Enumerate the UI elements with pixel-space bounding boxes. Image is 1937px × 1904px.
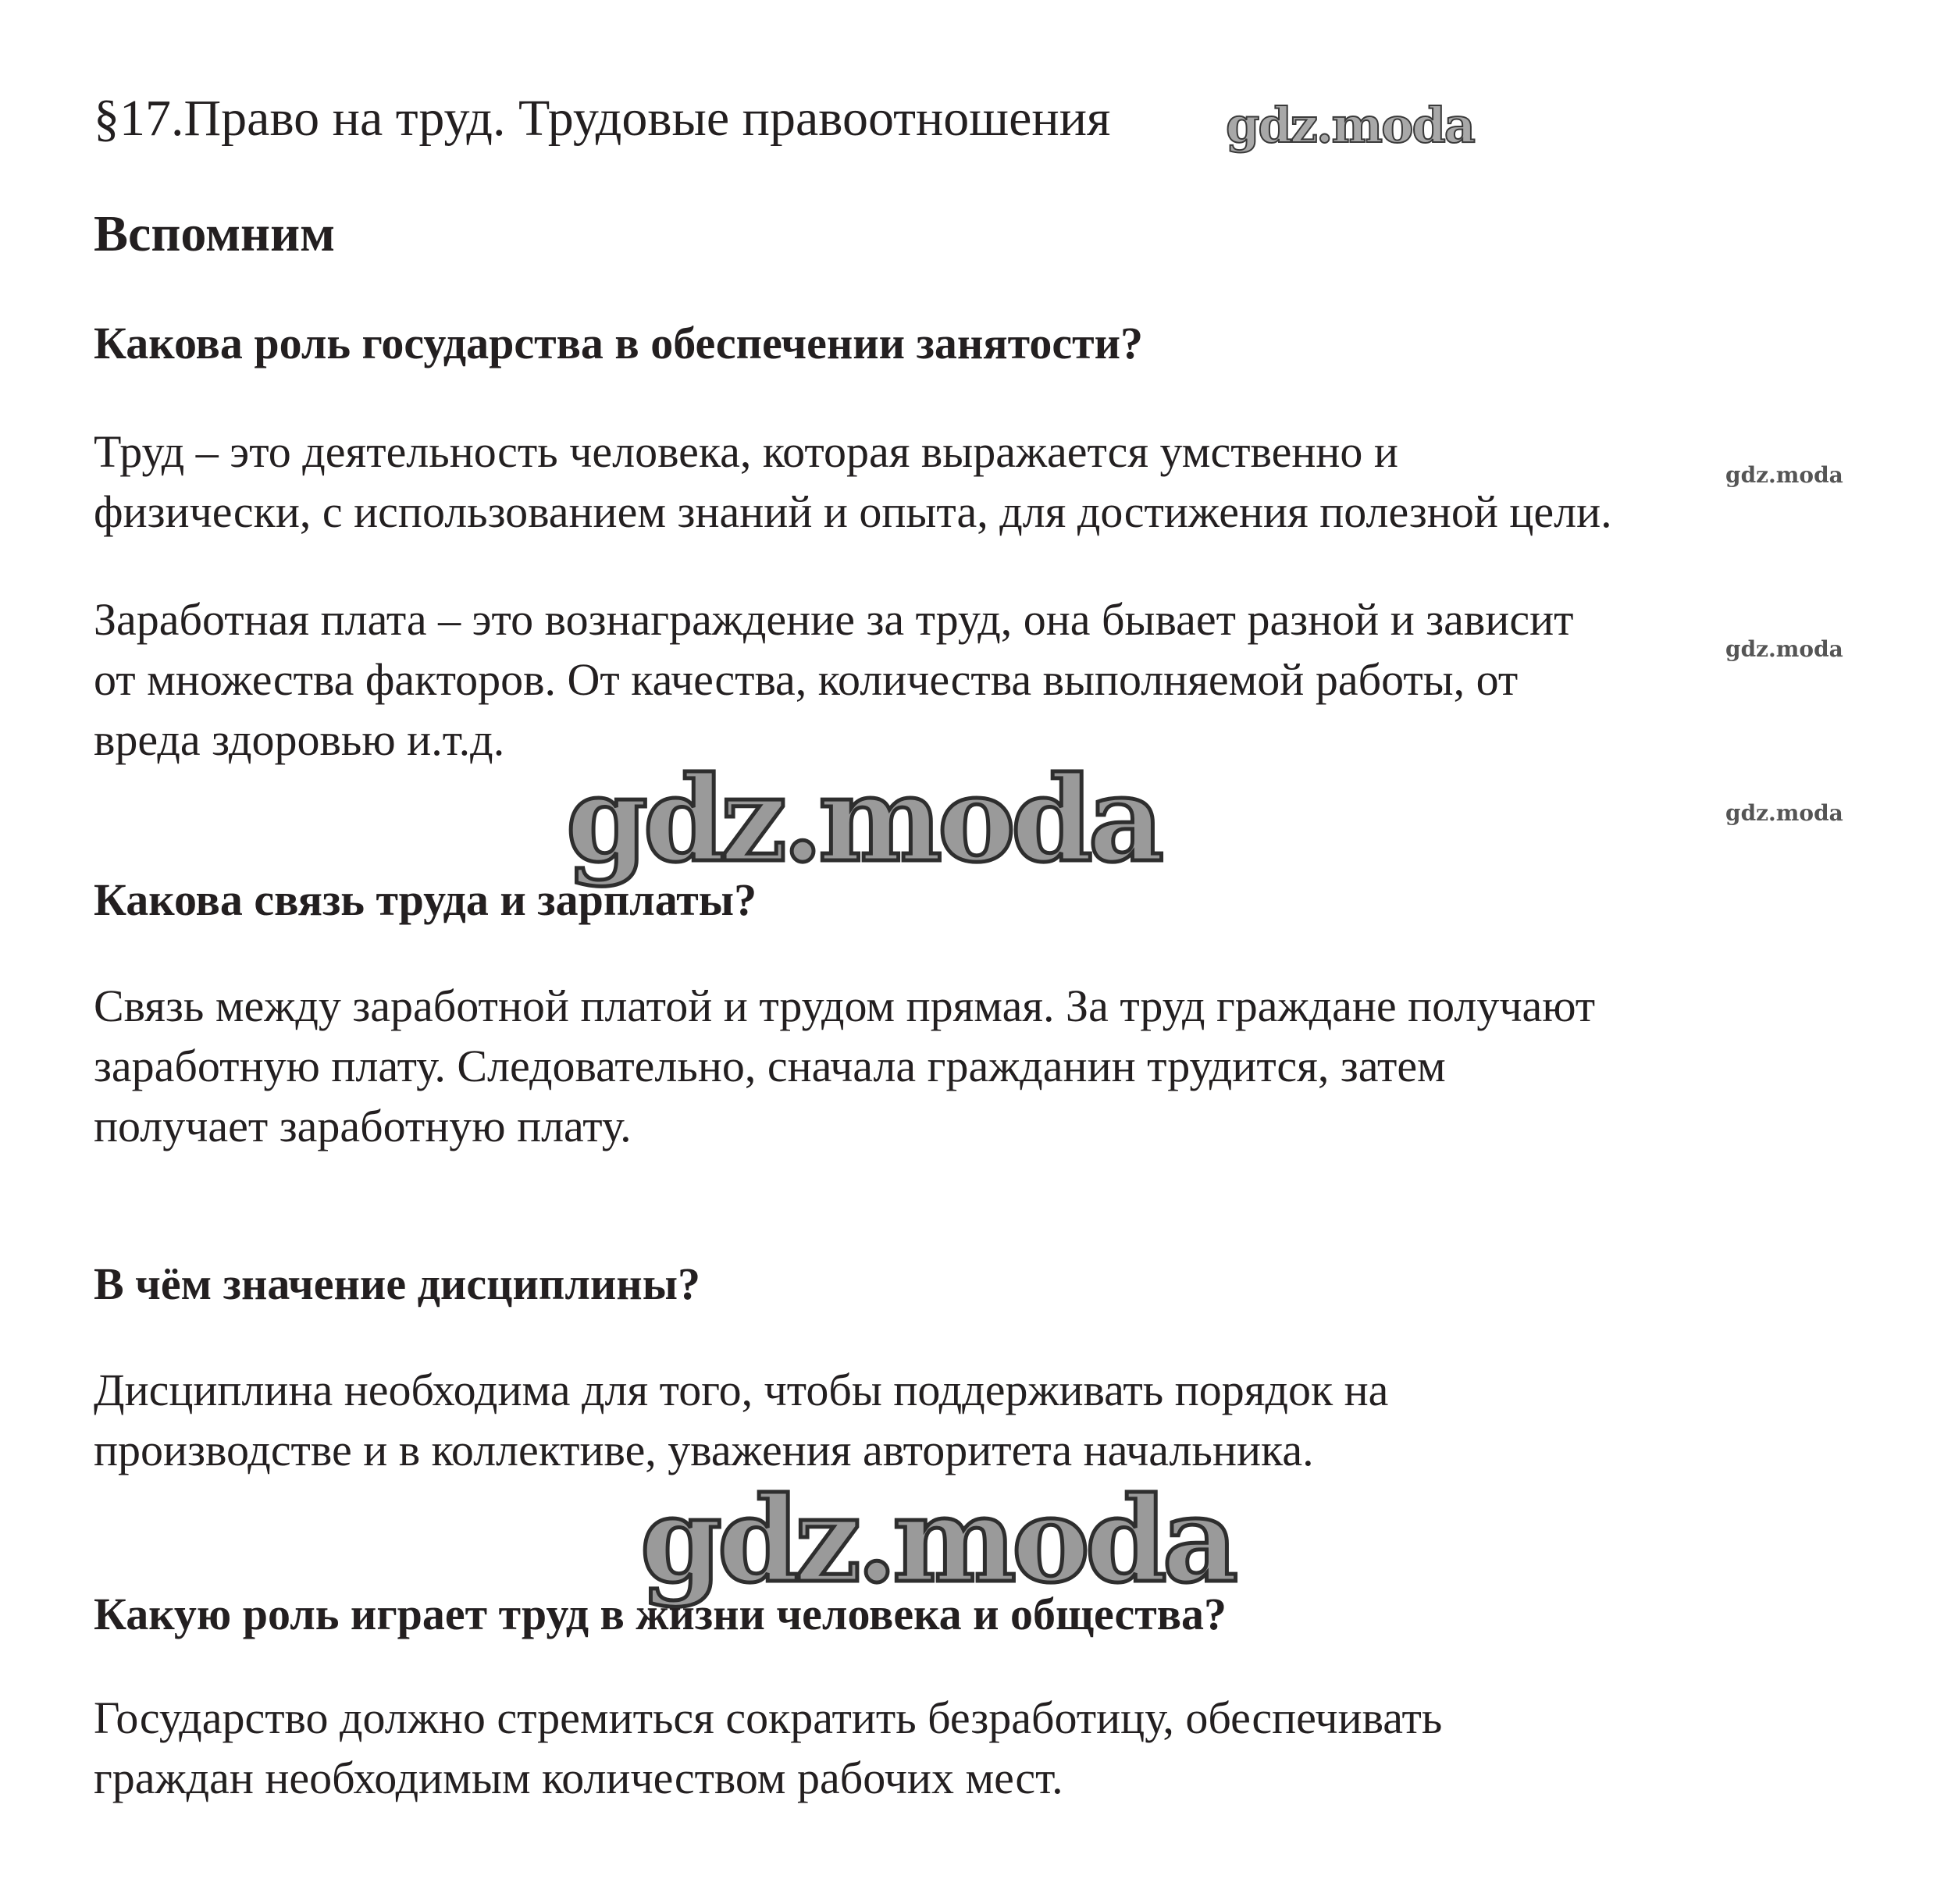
question-labor-salary: Какова связь труда и зарплаты?: [94, 874, 757, 925]
question-labor-role: Какую роль играет труд в жизни человека и общества?: [94, 1589, 1227, 1639]
answer-line: вреда здоровью и.т.д.: [94, 714, 505, 765]
answer-line: физически, с использованием знаний и опыта, для достижения полезной цели.: [94, 486, 1612, 537]
answer-line: Заработная плата – это вознаграждение за труд, она бывает разной и зависит: [94, 594, 1574, 645]
watermark-big-2: gdz.moda: [640, 1472, 1234, 1609]
watermark-title: gdz.moda: [1226, 97, 1474, 154]
answer-line: Дисциплина необходима для того, чтобы поддерживать порядок на: [94, 1365, 1389, 1415]
answer-salary-definition: [94, 589, 1889, 770]
page-title: §17.Право на труд. Трудовые правоотношения: [94, 90, 1111, 147]
answer-discipline: [94, 1360, 1889, 1480]
answer-line: Государство должно стремиться сократить безработицу, обеспечивать: [94, 1692, 1443, 1743]
answer-line: от множества факторов. От качества, количества выполняемой работы, от: [94, 654, 1519, 705]
answer-labor-role: [94, 1688, 1889, 1808]
answer-line: получает заработную плату.: [94, 1101, 632, 1151]
answer-line: Труд – это деятельность человека, которая выражается умственно и: [94, 426, 1398, 477]
watermark-small-1: gdz.moda: [1725, 462, 1843, 488]
answer-line: заработную плату. Следовательно, сначала гражданин трудится, затем: [94, 1041, 1446, 1091]
question-state-role: Какова роль государства в обеспечении занятости?: [94, 318, 1144, 368]
answer-line: производстве и в коллективе, уважения авторитета начальника.: [94, 1425, 1314, 1475]
answer-line: граждан необходимым количеством рабочих мест.: [94, 1753, 1063, 1803]
watermark-small-3: gdz.moda: [1725, 800, 1843, 826]
answer-labor-definition: [94, 422, 1889, 542]
answer-line: Связь между заработной платой и трудом прямая. За труд граждане получают: [94, 980, 1596, 1031]
watermark-big-1: gdz.moda: [566, 751, 1160, 888]
watermark-small-2: gdz.moda: [1725, 636, 1843, 662]
page-subtitle: Вспомним: [94, 205, 336, 262]
question-discipline: В чём значение дисциплины?: [94, 1258, 700, 1309]
answer-labor-salary: [94, 976, 1889, 1156]
